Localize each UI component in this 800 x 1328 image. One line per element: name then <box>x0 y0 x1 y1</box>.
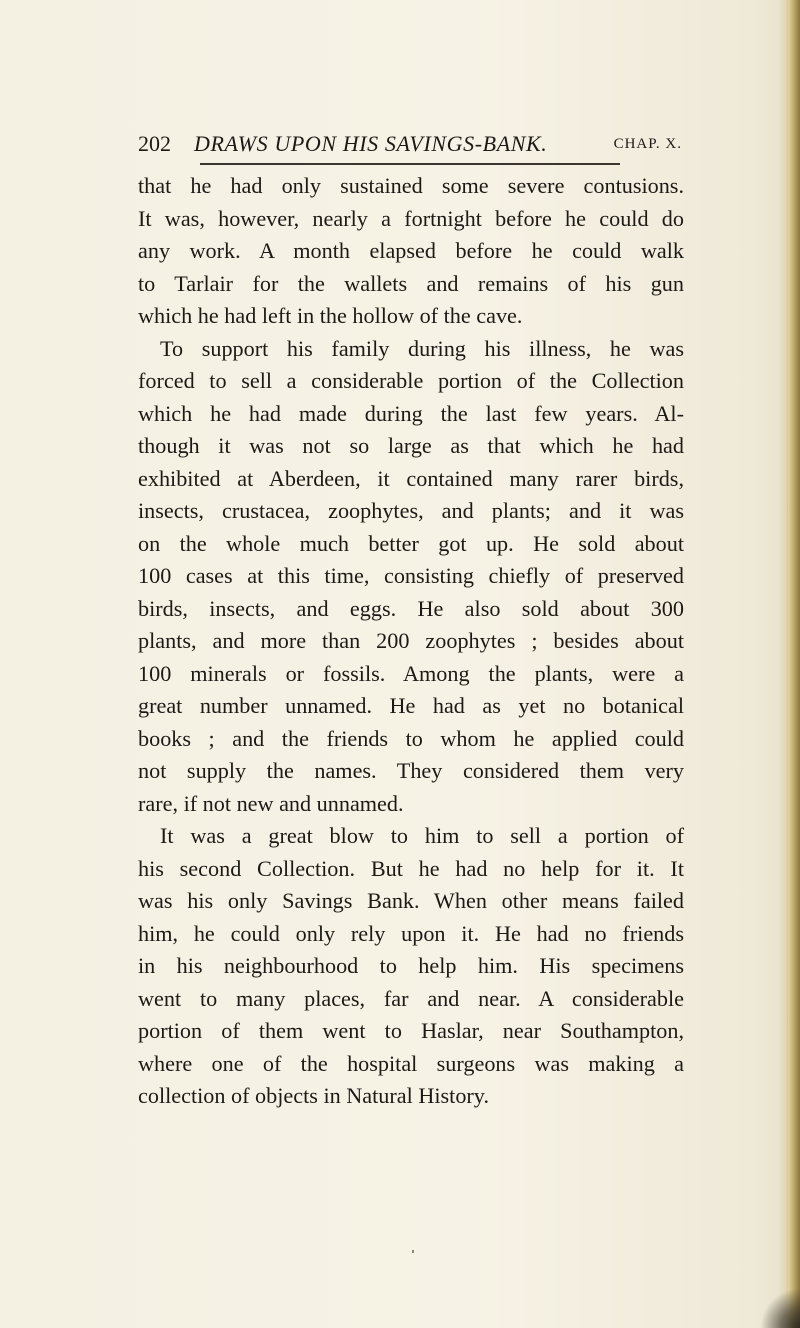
text-line: forced to sell a considerable portion of the Collection <box>138 368 684 393</box>
paper-speck <box>412 1250 414 1253</box>
text-line: was his only Savings Bank. When other means failed <box>138 888 684 913</box>
text-line: books ; and the friends to whom he applied could <box>138 725 684 751</box>
text-line: where one of the hospital surgeons was making a <box>138 1050 684 1076</box>
text-line: 100 minerals or fossils. Among the plants, were a <box>138 660 684 686</box>
text-line: in his neighbourhood to help him. His specimens <box>138 953 684 978</box>
running-title: DRAWS UPON HIS SAVINGS-BANK. <box>194 131 548 156</box>
page-edge-shadow <box>786 0 800 1328</box>
paragraph-start-line: It was a great blow to him to sell a portion of <box>160 823 684 848</box>
text-line: plants, and more than 200 zoophytes ; besides about <box>138 628 684 653</box>
header-rule <box>200 163 620 165</box>
text-line: rare, if not new and unnamed. <box>138 790 404 816</box>
text-line: not supply the names. They considered them very <box>138 758 684 783</box>
text-line: him, he could only rely upon it. He had no friends <box>138 920 684 946</box>
text-line: though it was not so large as that which he had <box>138 433 684 458</box>
body-text <box>138 170 684 1113</box>
text-line: great number unnamed. He had as yet no botanical <box>138 693 684 718</box>
text-line: insects, crustacea, zoophytes, and plants; and it was <box>138 498 684 523</box>
page-corner-shadow <box>760 1288 800 1328</box>
text-line: went to many places, far and near. A considerable <box>138 985 684 1011</box>
text-line: any work. A month elapsed before he could walk <box>138 238 684 263</box>
text-line: It was, however, nearly a fortnight before he could do <box>138 205 684 231</box>
chapter-label: CHAP. X. <box>613 136 682 152</box>
text-line: his second Collection. But he had no help for it. It <box>138 855 684 881</box>
text-line: to Tarlair for the wallets and remains of his gun <box>138 270 684 296</box>
text-line: portion of them went to Haslar, near Southampton, <box>138 1018 684 1043</box>
text-line: 100 cases at this time, consisting chiefly of preserved <box>138 563 684 588</box>
text-line: that he had only sustained some severe contusions. <box>138 173 684 198</box>
page-number: 202 <box>138 131 171 156</box>
text-line: birds, insects, and eggs. He also sold about 300 <box>138 595 684 621</box>
text-line: on the whole much better got up. He sold about <box>138 530 684 556</box>
running-head <box>138 128 682 160</box>
text-line: collection of objects in Natural History. <box>138 1083 490 1108</box>
text-line: exhibited at Aberdeen, it contained many rarer birds, <box>138 465 684 491</box>
text-line: which he had left in the hollow of the cave. <box>138 303 523 328</box>
text-line: which he had made during the last few years. Al- <box>138 400 684 426</box>
paragraph-start-line: To support his family during his illness, he was <box>160 335 684 361</box>
